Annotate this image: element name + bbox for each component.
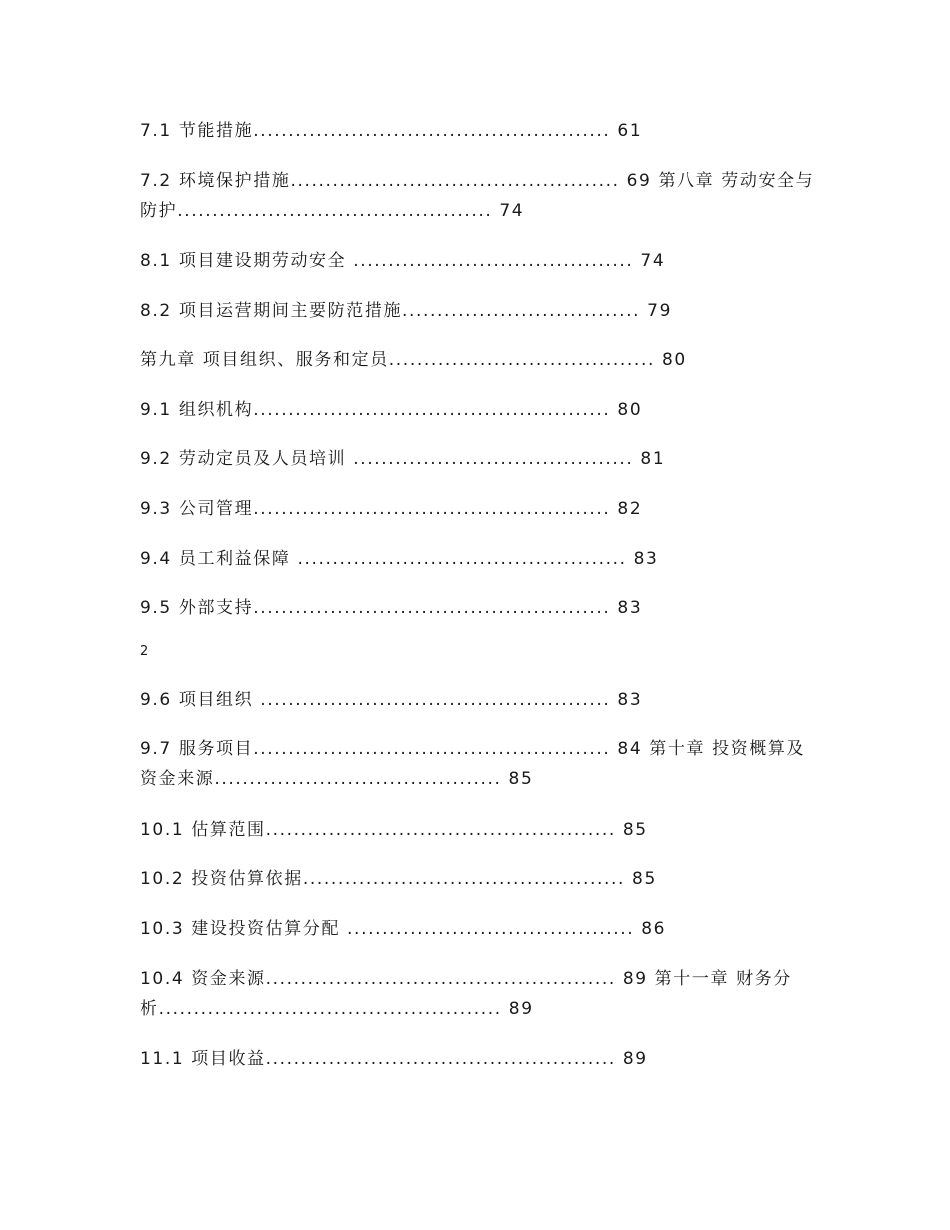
toc-entry-10-4-chapter-11: 10.4 资金来源.................................................. 89 第十一章 财务分析................................................. 89 bbox=[140, 969, 792, 1019]
toc-entry-11-1: 11.1 项目收益.................................................. 89 bbox=[140, 1049, 648, 1069]
toc-entry-9-7-chapter-10: 9.7 服务项目................................................... 84 第十章 投资概算及资金来源......................................... 85 bbox=[140, 739, 806, 789]
toc-entry-8-2: 8.2 项目运营期间主要防范措施.................................. 79 bbox=[140, 301, 673, 321]
toc-entry-7-1: 7.1 节能措施................................................... 61 bbox=[140, 121, 643, 141]
toc-entry-chapter-9: 第九章 项目组织、服务和定员...................................... 80 bbox=[140, 350, 687, 370]
toc-entry-10-3: 10.3 建设投资估算分配 ......................................... 86 bbox=[140, 919, 667, 939]
toc-entry-9-5: 9.5 外部支持................................................... 83 bbox=[140, 598, 643, 618]
toc-entry-10-1: 10.1 估算范围.................................................. 85 bbox=[140, 820, 648, 840]
toc-entry-9-6: 9.6 项目组织 .................................................. 83 bbox=[140, 690, 643, 710]
toc-entry-9-3: 9.3 公司管理................................................... 82 bbox=[140, 499, 643, 519]
toc-entry-9-4: 9.4 员工利益保障 ............................................... 83 bbox=[140, 549, 659, 569]
toc-entry-9-1: 9.1 组织机构................................................... 80 bbox=[140, 400, 643, 420]
toc-entry-9-2: 9.2 劳动定员及人员培训 ........................................ 81 bbox=[140, 449, 666, 469]
page-number: 2 bbox=[140, 644, 149, 659]
toc-entry-10-2: 10.2 投资估算依据.............................................. 85 bbox=[140, 869, 657, 889]
toc-entry-7-2-chapter-8: 7.2 环境保护措施............................................... 69 第八章 劳动安全与防护............................................. 74 bbox=[140, 171, 815, 221]
toc-entry-8-1: 8.1 项目建设期劳动安全 ........................................ 74 bbox=[140, 251, 666, 271]
